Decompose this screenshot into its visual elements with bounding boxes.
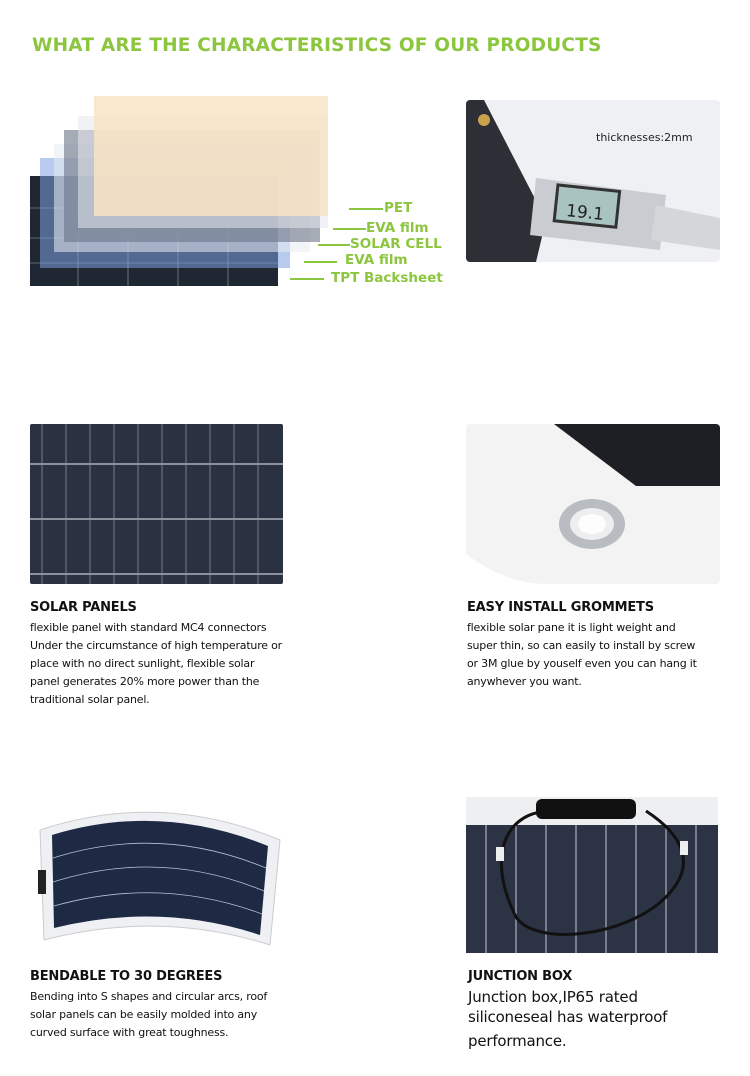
feature-text-solar-panels xyxy=(30,619,330,709)
feature-text-junction-box xyxy=(468,987,738,1051)
layer-label-tpt-backsheet: TPT Backsheet xyxy=(331,270,443,286)
text-line: traditional solar panel. xyxy=(30,693,150,706)
text-line: panel generates 20% more power than the xyxy=(30,675,260,688)
text-line: performance. xyxy=(468,1032,567,1050)
feature-text-bendable xyxy=(30,988,330,1042)
caliper-reading: 19.1 xyxy=(565,201,605,225)
text-line: flexible panel with standard MC4 connectors xyxy=(30,621,267,634)
text-line: or 3M glue by youself even you can hang it xyxy=(467,657,697,670)
feature-heading-solar-panels: SOLAR PANELS xyxy=(30,600,137,615)
layer-label-eva-top: EVA film xyxy=(366,220,429,236)
text-line: Bending into S shapes and circular arcs, roof xyxy=(30,990,268,1003)
feature-text-grommets xyxy=(467,619,737,691)
text-line: Junction box,IP65 rated xyxy=(468,988,638,1006)
text-line: super thin, so can easily to install by screw xyxy=(467,639,696,652)
junction-box-photo xyxy=(466,797,718,953)
layer-label-solar-cell: SOLAR CELL xyxy=(350,236,442,252)
feature-heading-junction-box: JUNCTION BOX xyxy=(468,969,573,984)
feature-heading-bendable: BENDABLE TO 30 DEGREES xyxy=(30,969,223,984)
layer-label-eva-bottom: EVA film xyxy=(345,252,408,268)
feature-heading-grommets: EASY INSTALL GROMMETS xyxy=(467,600,654,615)
text-line: place with no direct sunlight, flexible solar xyxy=(30,657,255,670)
layer-label-pet: PET xyxy=(384,200,413,216)
text-line: solar panels can be easily molded into any xyxy=(30,1008,258,1021)
grommet-photo xyxy=(466,424,720,584)
text-line: siliconeseal has waterproof xyxy=(468,1008,668,1026)
thickness-caliper-photo xyxy=(466,100,720,262)
text-line: Under the circumstance of high temperature or xyxy=(30,639,282,652)
thickness-caption: thicknesses:2mm xyxy=(596,131,693,144)
text-line: curved surface with great toughness. xyxy=(30,1026,229,1039)
page-title: WHAT ARE THE CHARACTERISTICS OF OUR PRODUCTS xyxy=(32,35,602,56)
text-line: anywhever you want. xyxy=(467,675,582,688)
bendable-panel-photo xyxy=(30,800,290,950)
layer-structure-diagram xyxy=(28,88,328,298)
solar-panel-photo xyxy=(30,424,283,584)
text-line: flexible solar pane it is light weight and xyxy=(467,621,676,634)
